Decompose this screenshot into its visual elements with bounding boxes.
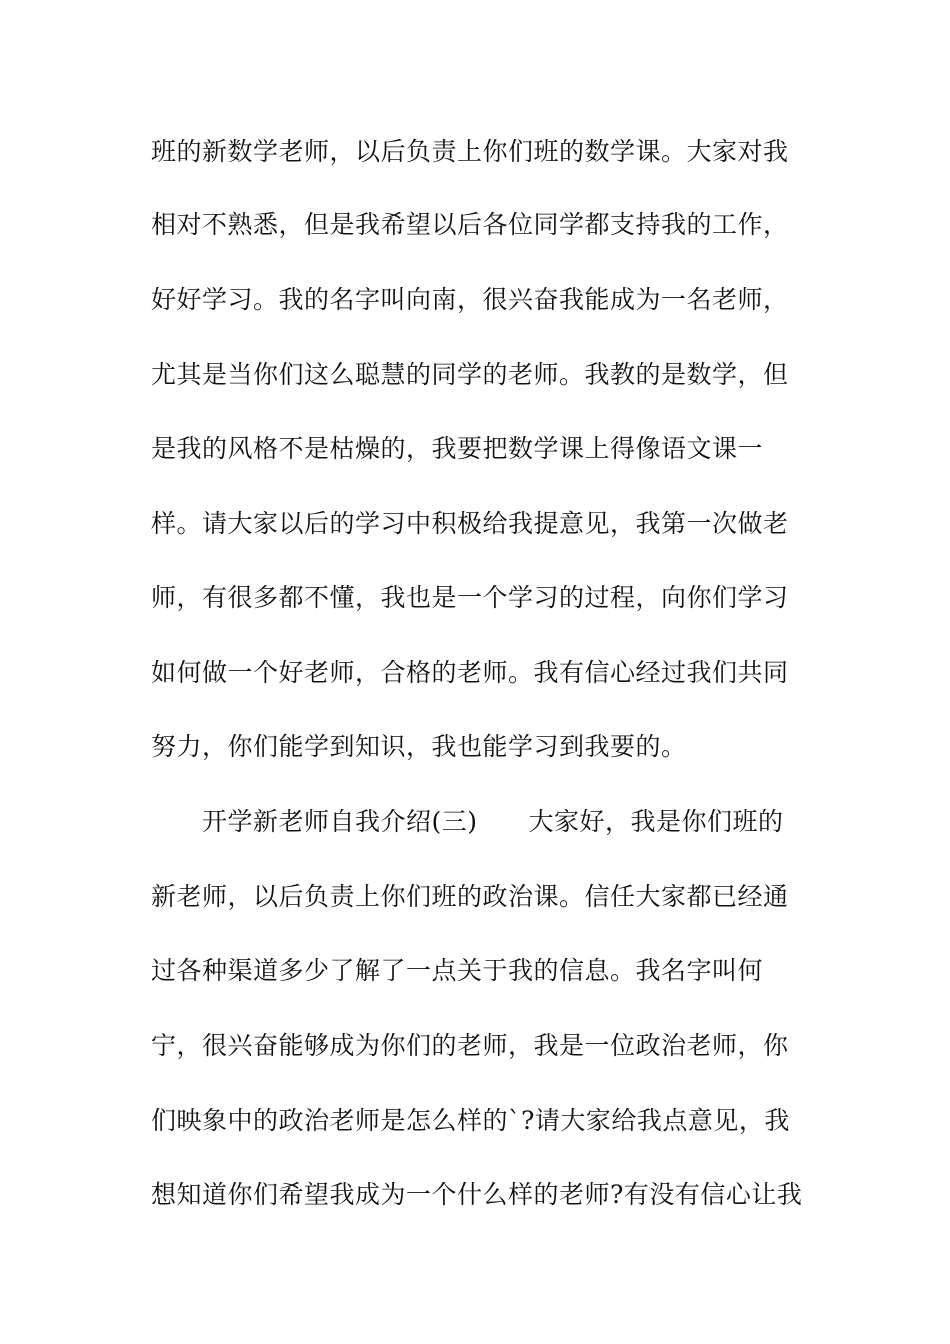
text-line: 如何做一个好老师，合格的老师。我有信心经过我们共同 xyxy=(151,658,789,687)
text-line: 努力，你们能学到知识，我也能学习到我要的。 xyxy=(151,732,687,761)
text-line: 好好学习。我的名字叫向南，很兴奋我能成为一名老师， xyxy=(151,285,789,314)
text-line: 们映象中的政治老师是怎么样的`?请大家给我点意见，我 xyxy=(151,1106,790,1135)
text-line: 样。请大家以后的学习中积极给我提意见，我第一次做老 xyxy=(151,509,789,538)
text-line: 是我的风格不是枯燥的，我要把数学课上得像语文课一 xyxy=(151,434,764,463)
text-line: 过各种渠道多少了解了一点关于我的信息。我名字叫何 xyxy=(151,956,764,985)
text-line: 新老师，以后负责上你们班的政治课。信任大家都已经通 xyxy=(151,882,789,911)
text-line: 师，有很多都不懂，我也是一个学习的过程，向你们学习 xyxy=(151,583,789,612)
text-line: 班的新数学老师，以后负责上你们班的数学课。大家对我 xyxy=(151,137,789,166)
text-line: 尤其是当你们这么聪慧的同学的老师。我教的是数学，但 xyxy=(151,360,789,389)
text-line: 宁，很兴奋能够成为你们的老师，我是一位政治老师，你 xyxy=(151,1031,789,1060)
text-line: 想知道你们希望我成为一个什么样的老师?有没有信心让我 xyxy=(151,1180,803,1209)
text-line: 相对不熟悉，但是我希望以后各位同学都支持我的工作， xyxy=(151,210,789,239)
section-heading-line: 开学新老师自我介绍(三) 大家好，我是你们班的 xyxy=(151,807,784,836)
